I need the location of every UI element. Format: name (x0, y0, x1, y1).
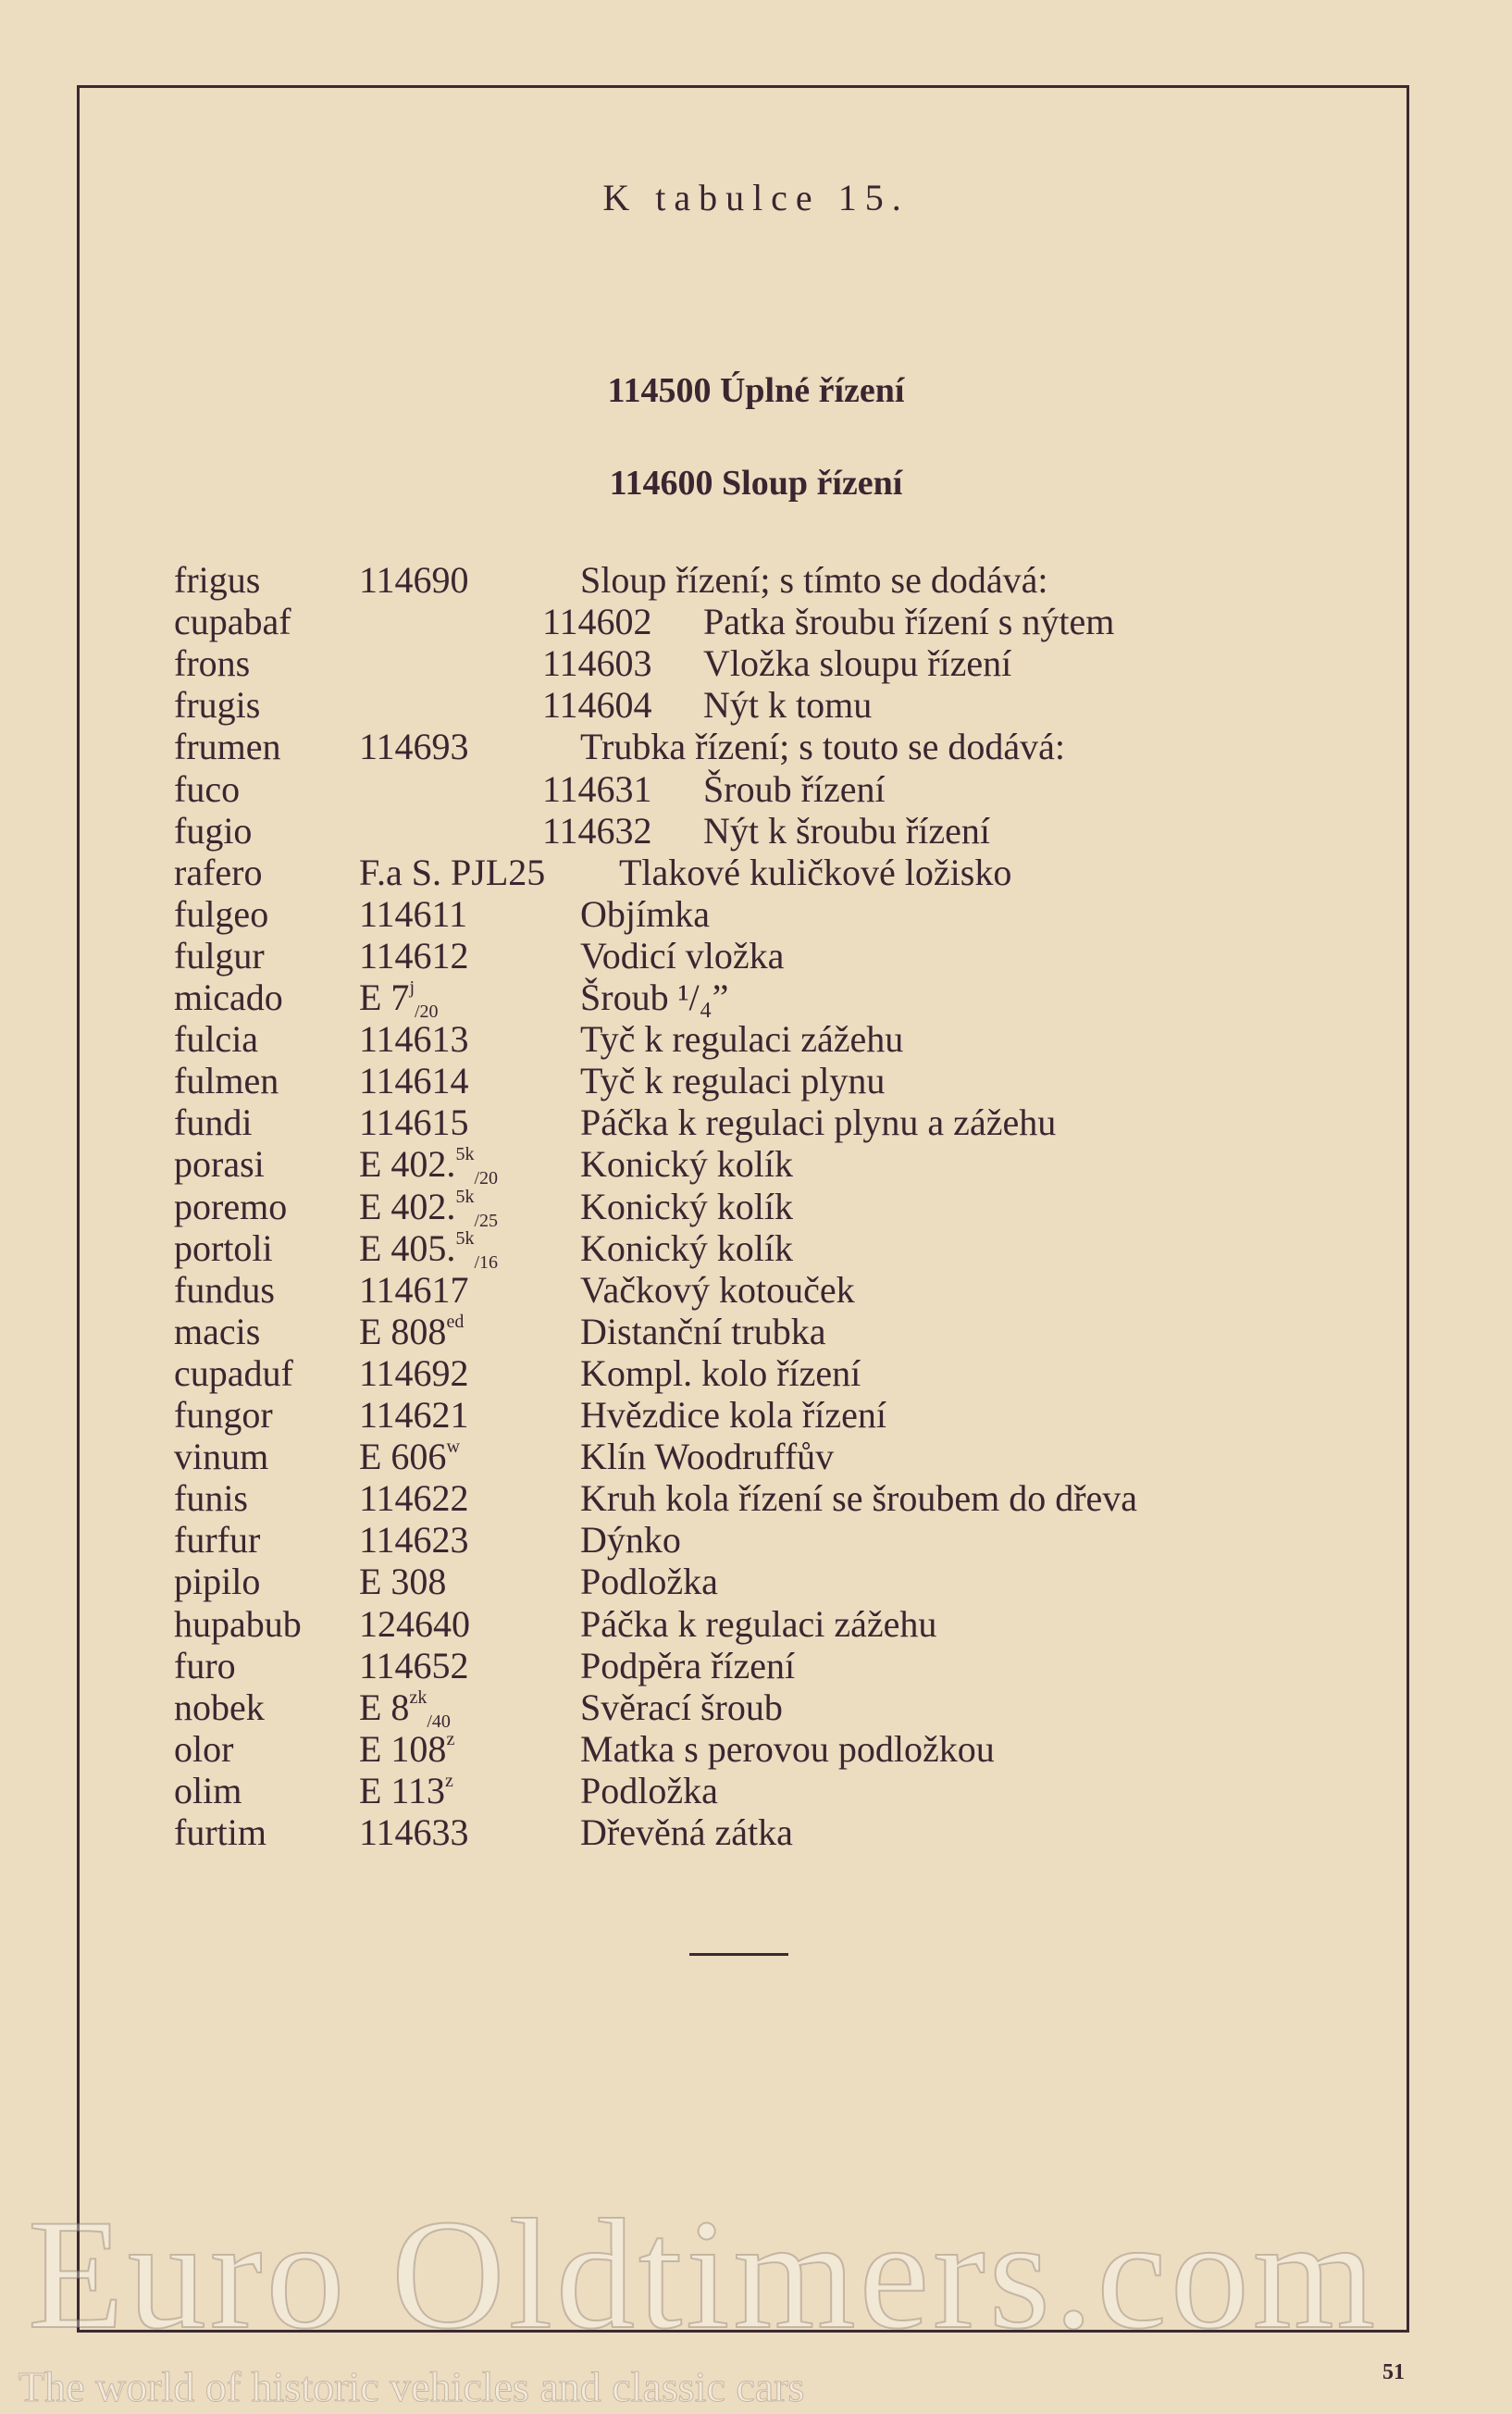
part-codename: furo (174, 1644, 236, 1686)
part-description: Dýnko (580, 1519, 681, 1562)
part-number (359, 852, 545, 893)
part-number (359, 1269, 469, 1311)
part-number (359, 1561, 446, 1602)
watermark-tagline: The world of historic vehicles and classic cars (19, 2363, 805, 2410)
part-description: Objímka (580, 892, 710, 935)
part-codename: fungor (174, 1394, 273, 1436)
part-number (359, 1060, 469, 1101)
part-number-base: 114611 (359, 892, 468, 935)
part-number-base: 114623 (359, 1519, 469, 1562)
part-description: Tyč k regulaci plynu (580, 1060, 886, 1102)
part-description: Distanční trubka (580, 1310, 826, 1352)
part-number (359, 1352, 469, 1394)
table-row (0, 1728, 1388, 1770)
part-number-base: 114603 (542, 642, 652, 685)
part-codename: fulcia (174, 1018, 259, 1061)
part-codename: pipilo (174, 1561, 261, 1603)
part-number-base: 114633 (359, 1811, 469, 1853)
part-codename: olor (174, 1727, 234, 1770)
part-description: Tyč k regulaci zážehu (580, 1018, 904, 1061)
part-number (359, 1519, 469, 1561)
table-row (0, 1101, 1388, 1143)
part-codename: cupaduf (174, 1351, 293, 1394)
part-codename: furtim (174, 1811, 266, 1853)
part-codename: frons (174, 642, 251, 685)
part-codename: olim (174, 1769, 242, 1811)
part-number-sub: /25 (474, 1210, 498, 1231)
part-number-sup: 5k (455, 1227, 475, 1249)
part-description: Podložka (580, 1561, 718, 1603)
part-description: Podložka (580, 1769, 718, 1811)
part-description: Konický kolík (580, 1185, 793, 1227)
part-description: Vodicí vložka (580, 934, 785, 977)
part-number-base: F.a S. PJL25 (359, 851, 546, 893)
part-number-base: E 606 (359, 1436, 447, 1478)
part-codename: vinum (174, 1436, 269, 1478)
part-codename: furfur (174, 1519, 261, 1562)
part-number (359, 1477, 469, 1519)
part-description: Šroub řízení (703, 767, 886, 810)
table-row (0, 1185, 1388, 1231)
part-number-base: 114632 (542, 809, 652, 852)
table-row (0, 1226, 1388, 1273)
table-row (0, 1770, 1388, 1811)
table-row (0, 1060, 1388, 1101)
table-row (0, 559, 1388, 601)
part-codename: frumen (174, 726, 281, 768)
part-codename: fugio (174, 809, 253, 852)
subsection-heading: 114600 Sloup řízení (609, 464, 903, 503)
table-row (0, 1143, 1388, 1189)
part-codename: rafero (174, 851, 263, 893)
part-number-base: E 108 (359, 1727, 447, 1770)
part-codename: funis (174, 1477, 248, 1520)
table-row (0, 684, 1388, 726)
part-number (542, 684, 652, 726)
table-row (0, 1436, 1388, 1477)
table-row (0, 1477, 1388, 1519)
part-number (359, 1394, 469, 1436)
part-description: Trubka řízení; s touto se dodává: (580, 726, 1066, 768)
part-number-base: 114631 (542, 767, 652, 810)
part-number-sup: z (444, 1770, 453, 1791)
part-number (542, 601, 652, 642)
part-number-base: 114613 (359, 1018, 469, 1061)
table-row (0, 642, 1388, 684)
part-number (359, 1728, 454, 1770)
part-codename: portoli (174, 1226, 273, 1269)
part-number (542, 768, 652, 810)
part-description: Kompl. kolo řízení (580, 1351, 861, 1394)
part-codename: porasi (174, 1143, 265, 1186)
table-row (0, 1561, 1388, 1602)
part-number-base: 114621 (359, 1394, 469, 1436)
part-codename: nobek (174, 1686, 265, 1728)
part-number (359, 726, 469, 767)
part-number-base: 114615 (359, 1101, 469, 1144)
part-description: Šroub ¹/₄” (580, 977, 729, 1018)
part-number (359, 1686, 451, 1732)
table-row (0, 977, 1388, 1022)
part-description: Matka s perovou podložkou (580, 1727, 995, 1770)
part-description: Vložka sloupu řízení (703, 642, 1012, 685)
part-number-base: E 8 (359, 1686, 410, 1728)
table-row (0, 1018, 1388, 1060)
part-number-base: 114692 (359, 1351, 469, 1394)
part-number-sup: zk (409, 1686, 428, 1708)
part-codename: fundus (174, 1268, 275, 1311)
part-description: Patka šroubu řízení s nýtem (703, 601, 1115, 643)
part-number (359, 1811, 469, 1853)
part-number-sub: /20 (415, 1002, 439, 1022)
part-description: Hvězdice kola řízení (580, 1394, 886, 1436)
part-number-base: E 402. (359, 1143, 456, 1186)
part-description: Nýt k šroubu řízení (703, 809, 990, 852)
part-description: Nýt k tomu (703, 684, 873, 727)
table-row (0, 1686, 1388, 1732)
part-description: Páčka k regulaci plynu a zážehu (580, 1101, 1057, 1144)
part-number (359, 1436, 460, 1477)
part-number (359, 1603, 470, 1645)
part-number-base: 114602 (542, 601, 652, 643)
part-codename: frugis (174, 684, 261, 727)
part-number-sub: /16 (474, 1251, 498, 1273)
watermark-logo: Euro Oldtimers.com (28, 2187, 1380, 2361)
part-description: Sloup řízení; s tímto se dodává: (580, 559, 1048, 601)
part-number-base: 114617 (359, 1268, 469, 1311)
part-number-sup: j (409, 977, 415, 998)
part-description: Kruh kola řízení se šroubem do dřeva (580, 1477, 1138, 1520)
part-number-sub: /20 (474, 1168, 498, 1189)
part-number-sup: 5k (455, 1144, 475, 1165)
part-number (359, 977, 439, 1022)
part-number (359, 1311, 464, 1352)
part-number (359, 935, 469, 977)
part-description: Konický kolík (580, 1143, 793, 1186)
part-codename: fulmen (174, 1060, 279, 1102)
table-row (0, 893, 1388, 935)
part-codename: fuco (174, 767, 241, 810)
part-number-base: 114693 (359, 726, 469, 768)
part-description: Páčka k regulaci zážehu (580, 1602, 937, 1645)
part-codename: fulgeo (174, 892, 269, 935)
table-row (0, 810, 1388, 852)
part-description: Tlakové kuličkové ložisko (619, 851, 1012, 893)
part-description: Vačkový kotouček (580, 1268, 855, 1311)
part-number (359, 1143, 498, 1189)
part-number-base: E 308 (359, 1561, 447, 1603)
part-number-base: E 405. (359, 1226, 456, 1269)
part-number (359, 1770, 453, 1811)
table-row (0, 1645, 1388, 1686)
part-number-base: 114614 (359, 1060, 469, 1102)
part-number (359, 1018, 469, 1060)
table-row (0, 1394, 1388, 1436)
part-number (359, 1226, 498, 1273)
part-codename: macis (174, 1310, 261, 1352)
part-number-base: 114604 (542, 684, 652, 727)
part-number-sup: 5k (455, 1186, 475, 1207)
part-codename: micado (174, 977, 283, 1018)
part-number (359, 1645, 469, 1686)
page-number: 51 (1382, 2360, 1405, 2384)
part-description: Dřevěná zátka (580, 1811, 793, 1853)
part-number-sup: w (446, 1437, 460, 1458)
part-number-base: E 402. (359, 1185, 456, 1227)
table-row (0, 852, 1388, 893)
table-row (0, 935, 1388, 977)
end-rule (689, 1953, 788, 1956)
part-codename: cupabaf (174, 601, 291, 643)
part-codename: frigus (174, 559, 261, 601)
table-row (0, 1811, 1388, 1853)
part-number-base: 114612 (359, 934, 469, 977)
part-description: Podpěra řízení (580, 1644, 796, 1686)
section-heading: 114500 Úplné řízení (607, 371, 905, 410)
table-row (0, 1603, 1388, 1645)
part-number-base: 114652 (359, 1644, 469, 1686)
part-number-base: E 808 (359, 1310, 447, 1352)
part-codename: fulgur (174, 934, 265, 977)
page-title: K tabulce 15. (602, 177, 910, 218)
part-number-base: 114622 (359, 1477, 469, 1520)
part-number-base: E 7 (359, 977, 410, 1018)
part-number (359, 893, 467, 935)
part-number (359, 1185, 498, 1231)
table-row (0, 1519, 1388, 1561)
part-number (542, 810, 652, 852)
table-row (0, 768, 1388, 810)
part-codename: hupabub (174, 1602, 302, 1645)
part-number (359, 1101, 469, 1143)
part-codename: fundi (174, 1101, 253, 1144)
part-number-base: E 113 (359, 1769, 445, 1811)
part-number-sup: ed (446, 1311, 465, 1332)
table-row (0, 726, 1388, 767)
table-row (0, 1311, 1388, 1352)
part-number (542, 642, 652, 684)
part-description: Svěrací šroub (580, 1686, 783, 1728)
part-number (359, 559, 469, 601)
part-number-sup: z (446, 1728, 455, 1749)
part-number-base: 124640 (359, 1602, 470, 1645)
table-row (0, 601, 1388, 642)
part-number-base: 114690 (359, 559, 469, 601)
part-codename: poremo (174, 1185, 288, 1227)
table-row (0, 1352, 1388, 1394)
table-row (0, 1269, 1388, 1311)
part-description: Konický kolík (580, 1226, 793, 1269)
part-description: Klín Woodruffův (580, 1436, 835, 1478)
part-number-sub: /40 (427, 1711, 451, 1732)
